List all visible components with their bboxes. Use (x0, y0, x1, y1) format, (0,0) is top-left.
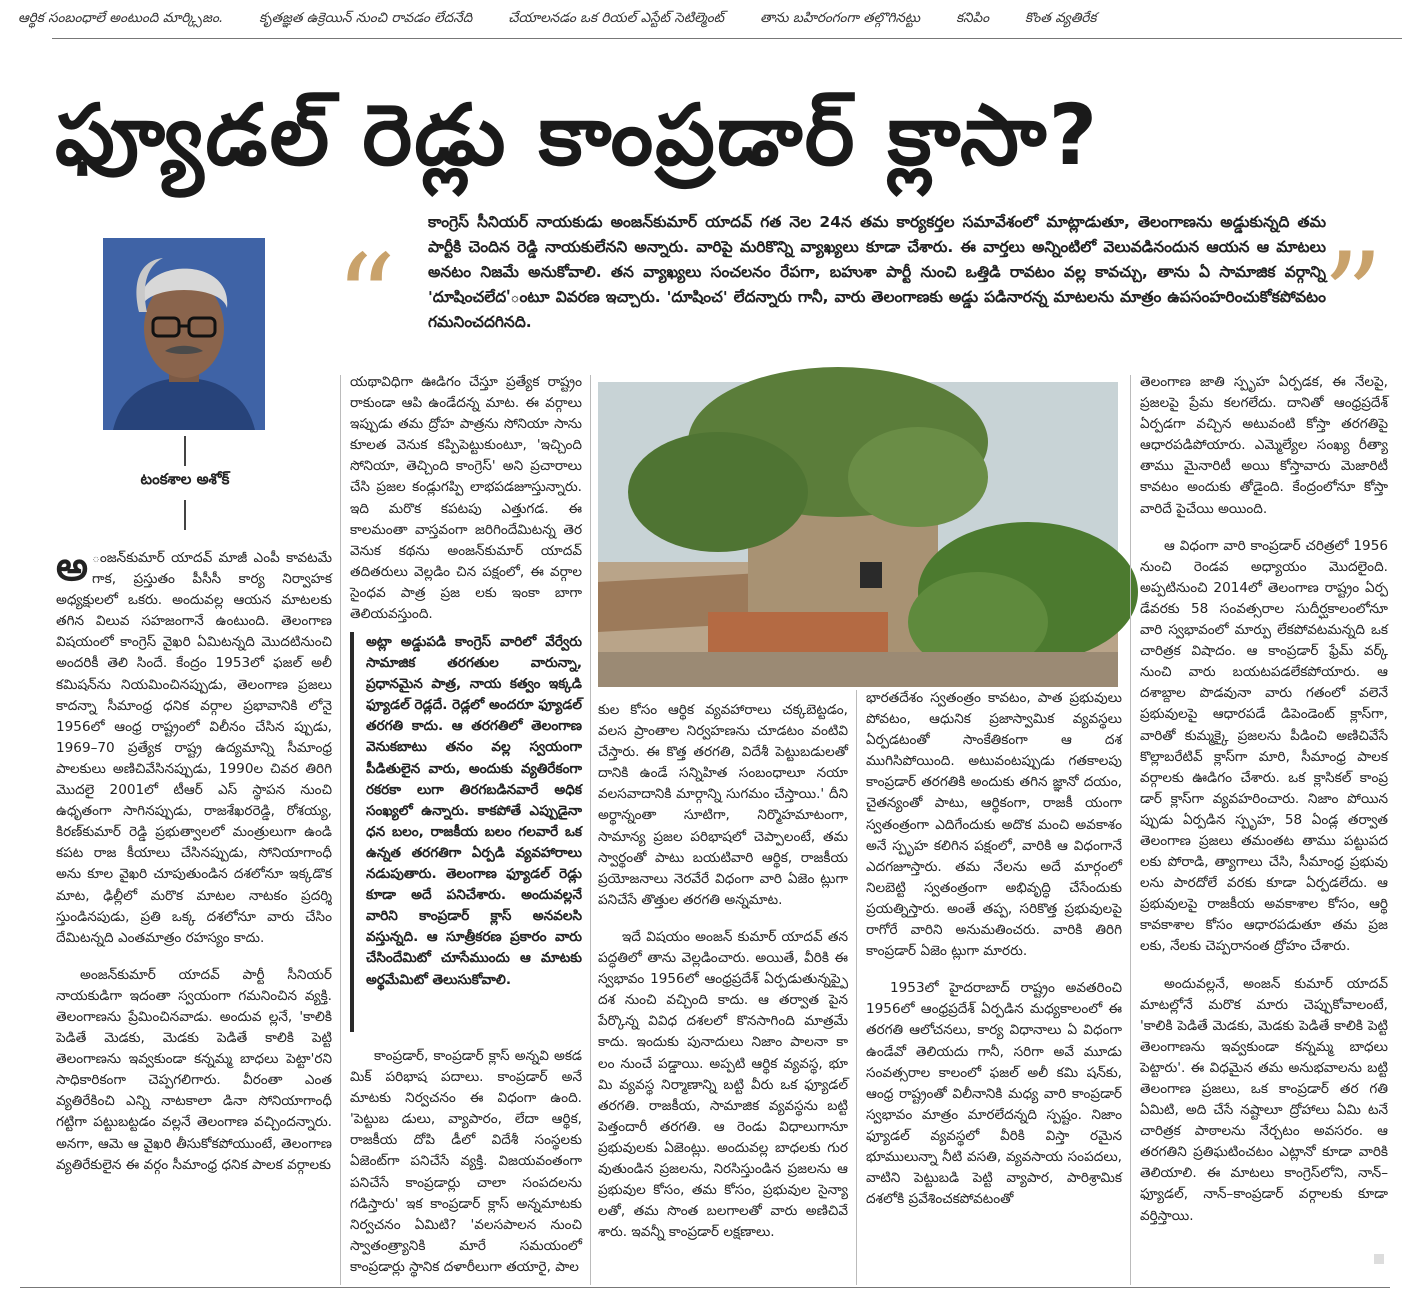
article-column-2-top (350, 372, 582, 623)
intro-paragraph: కాంగ్రెస్ సీనియర్ నాయకుడు అంజన్‌కుమార్ యాదవ్ గత నెల 24న తమ కార్యకర్తల సమావేశంలో మాట్లాడుతూ, తెలంగాణను అడ్డుకున్నది తమ పార్టీకి చెందిన రెడ్డి నాయకులేనని అన్నారు. వారిపై మరికొన్ని వ్యాఖ్యలు కూడా చేశారు. ఈ వార్తలు అన్నింటిలో వెలువడినందున ఆయన ఆ మాటలు అనటం నిజమే అనుకోవాలి. తన వ్యాఖ్యలు సంచలనం రేపగా, బహుశా పార్టీ నుంచి ఒత్తిడి రావటం వల్ల కావచ్చు, తాను ఏ సామాజిక వర్గాన్ని 'దూషించలేద'ంటూ వివరణ ఇచ్చారు. 'దూషించ' లేదన్నారు గానీ, వారు తెలంగాణకు అడ్డు పడినారన్న మాటలను మాత్రం ఉపసంహరించుకోకపోవటం గమనించదగినది. (428, 213, 1326, 331)
column-divider (590, 375, 591, 1285)
drop-cap: అ (56, 544, 88, 590)
strip-item: కనిపిం (956, 9, 990, 26)
article-column-3 (598, 700, 848, 1284)
paragraph: అందువల్లనే, అంజన్ కుమార్ యాదవ్ మాటల్లోనే మరొక మారు చెప్పుకోవాలంటే, 'కాలికి పెడితే మెడకు, మెడకు పెడితే కాలికి పెట్టి తెలంగాణను ఇవ్వకుండా కన్నమ్మ బాధలు పెట్టారు'. ఈ విధమైన తమ అనుభవాలను బట్టి తెలంగాణ ప్రజలు, ఒక కాంప్రడార్ తర గతి ఏమిటి, అది చేసే నష్టాలూ ద్రోహాలు ఏమి టనే చారిత్రక పాఠాలను నేర్చటం అవసరం. ఆ తరగతిని ప్రతిఘటించటం ఎట్లానో కూడా వారికి తెలియాలి. ఈ మాటలు కాంగ్రెస్‌లోని, నాన్–ఫ్యూడల్, నాన్–కాంప్రడార్ వర్గాలకు కూడా వర్తిస్తాయి. (1140, 975, 1388, 1224)
strip-item: ఆర్థిక సంబంధాలే అంటుంది మార్క్సిజం. (18, 9, 224, 26)
byline-rule (184, 500, 186, 530)
article-column-4 (866, 688, 1122, 1284)
paragraph: ఇదే విషయం అంజన్ కుమార్ యాదవ్ తన పద్ధతిలో తాను వెల్లడించారు. అయితే, వీరికి ఈ స్వభావం 1956లో ఆంధ్రప్రదేశ్ ఏర్పడుతున్నప్పై దశ నుంచి వచ్చింది కాదు. ఆ తర్వాత పైన పేర్కొన్న వివిధ దశలలో కొనసాగింది మాత్రమే కాదు. ఇందుకు పునాదులు నిజాం పాలనా కా లం నుంచే పడ్డాయి. అప్పటి ఆర్థిక వ్యవస్థ, భూ మి వ్యవస్థ నిర్మాణాన్ని బట్టి వీరు ఒక ఫ్యూడల్ తరగతి. రాజకీయ, సామాజిక వ్యవస్థను బట్టి పెత్తందారీ తరగతి. ఆ రెండు విధాలుగానూ ప్రభువులకు ఏజెంట్లు. అందువల్ల బాధలకు గుర వుతుండిన ప్రజలను, నిరసిస్తుండిన ప్రజలను ఆ ప్రభువుల కోసం, తమ కోసం, ప్రభువుల సైన్యా లతో, తమ సొంత బలగాలతో వారు అణిచివే శారు. ఇవన్నీ కాంప్రడార్ లక్షణాలు. (598, 928, 848, 1241)
paragraph: యథావిధిగా ఊడిగం చేస్తూ ప్రత్యేక రాష్ట్రం రాకుండా ఆపి ఉండేదన్న మాట. ఈ వర్గాలు ఇప్పుడు తమ ద్రోహ పాత్రను సోనియా సాను కూలత వెనుక కప్పిపెట్టుకుంటూ, 'ఇచ్చింది సోనియా, తెచ్చింది కాంగ్రెస్' అని ప్రచారాలు చేసి ప్రజల కండ్లుగప్పి లాభపడజూస్తున్నారు. ఇది మరొక కపటపు ఎత్తుగడ. ఈ కాలమంతా వాస్తవంగా జరిగిందేమిటన్న తెర వెనుక కథను అంజన్‌కుమార్ యాదవ్ తదితరులు వెల్లడిం చిన పక్షంలో, ఈ వర్గాల సైంధవ పాత్ర ప్రజ లకు ఇంకా బాగా తెలియవస్తుంది. (350, 374, 582, 623)
author-name: టంకశాల అశోక్ (140, 470, 230, 488)
byline-rule (184, 436, 186, 466)
column-divider (340, 375, 341, 1285)
paragraph: ఆ విధంగా వారి కాంప్రడార్ చరిత్రలో 1956 నుంచి రెండవ అధ్యాయం మొదలైంది. అప్పటినుంచి 2014లో తెలంగాణ రాష్ట్రం ఏర్ప డేవరకు 58 సంవత్సరాల సుదీర్ఘకాలంలోనూ వారి స్వభావంలో మార్పు లేకపోవటమన్నది ఒక చారిత్రక విషాదం. ఆ కాంప్రడార్ ఫ్రేమ్ వర్క్ నుంచి వారు బయటపడలేకపోయారు. ఆ దశాబ్దాల పొడవునా వారు గతంలో వలెనే ప్రభువులపై ఆధారపడే డిపెండెంట్ క్లాస్‌గా, వారితో కుమ్మక్కై ప్రజలను పీడించి అణిచివేసే కొల్లాబరేటివ్ క్లాస్‌గా మారి, సీమాంధ్ర పాలక వర్గాలకు ఊడిగం చేశారు. ఒక క్లాసికల్ కాంప్ర డార్ క్లాస్‌గా వ్యవహరించారు. నిజాం పోయిన ప్పుడు ఏర్పడిన స్పృహ, 58 ఏండ్ల తర్వాత తెలంగాణ ప్రజలు తమంతట తాము పట్టుపద లకు పోరాడి, త్యాగాలు చేసి, సీమాంధ్ర ప్రభువు లను పారదోలే వరకు కూడా ఏర్పడలేదు. ఆ ప్రభువులపై రాజకీయ అవకాశాల కోసం, ఆర్థి కావకాశాల కోసం ఆధారపడుతూ తమ ప్రజ లకు, నేలకు చెప్పరానంత ద్రోహం చేశారు. (1140, 537, 1388, 955)
fort-tower-photo (598, 382, 1118, 687)
paragraph-text: ంజన్‌కుమార్ యాదవ్ మాజీ ఎంపీ కావటమే గాక, ప్రస్తుతం పీసీసీ కార్య నిర్వాహక అధ్యక్షులలో ఒకరు. అందువల్ల ఆయన మాటలకు తగిన విలువ సహజంగానే ఉంటుంది. తెలంగాణ విషయంలో కాంగ్రెస్ వైఖరి ఏమిటన్నది మొదటినుంచి అందరికీ తెలి సిందే. కేంద్రం 1953లో ఫజల్ అలీ కమిషన్‌ను నియమించినప్పుడు, తెలంగాణ ప్రజలు కాదన్నా సీమాంధ్ర ధనిక వర్గాల ప్రభావానికి లోనై 1956లో ఆంధ్ర రాష్ట్రంలో విలీనం చేసిన ప్పుడు, 1969–70 ప్రత్యేక రాష్ట్ర ఉద్యమాన్ని సీమాంధ్ర పాలకులు అణిచివేసినప్పుడు, 1990ల చివర తిరిగి మొదలై 2001లో టీఆర్ ఎస్ స్థాపన నుంచి ఉధృతంగా సాగినప్పుడు, రాజశేఖరరెడ్డి, రోశయ్య, కిరణ్‌కుమార్ రెడ్డి ప్రభుత్వాలలో మంత్రులుగా ఉండి కపట రాజ కీయాలు చేసినప్పుడు, సోనియాగాంధీ అను కూల వైఖరి చూపుతుండిన దశలోనూ ఇక్కడొక మాట, ఢిల్లీలో మరొక మాటల నాటకం ప్రదర్శి స్తుండినపుడు, ప్రతి ఒక్క దశలోనూ వారు చేసిం దేమిటన్నది ఎంతమాత్రం రహస్యం కాదు. (56, 550, 332, 946)
strip-item: చేయాలనడం ఒక రియల్ ఎస్టేట్ సెటిల్మెంట్ (508, 9, 725, 26)
paragraph: 1953లో హైదరాబాద్ రాష్ట్రం అవతరించి 1956లో ఆంధ్రప్రదేశ్ ఏర్పడిన మధ్యకాలంలో ఈ తరగతి ఆలోచనలు, కార్య విధానాలు ఏ విధంగా ఉండేవో తెలియదు గానీ, సరిగా అవే మూడు సంవత్సరాల కాలంలో ఫజల్ అలీ కమి షన్‌కు, ఆంధ్ర రాష్ట్రంతో విలీనానికి మధ్య వారి కాంప్రడార్ స్వభావం మాత్రం మారలేదన్నది స్పష్టం. నిజాం ఫ్యూడల్ వ్యవస్థలో వీరికి విస్తా రమైన భూములున్నా నీటి వసతి, వ్యవసాయ సంపదలు, వాటిని పెట్టుబడి పెట్టి వ్యాపార, పారిశ్రామిక దశలోకి ప్రవేశించకపోవటంతో (866, 980, 1122, 1208)
paragraph: కాంప్రడార్, కాంప్రడార్ క్లాస్ అన్నవి అకడ మిక్ పరిభాష పదాలు. కాంప్రడార్ అనే మాటకు నిర్వచనం ఈ విధంగా ఉంది. 'పెట్టుబ డులు, వ్యాపారం, లేదా ఆర్థిక, రాజకీయ దోపి డీలో విదేశీ సంస్థలకు ఏజెంట్‌గా పనిచేసే వ్యక్తి. విజయవంతంగా పనిచేసే కాంప్రడార్లు చాలా సంపదలను గడిస్తారు' ఇక కాంప్రడార్ క్లాస్ అన్నమాటకు నిర్వచనం ఏమిటి? 'వలసపాలన నుంచి స్వాతంత్ర్యానికి మారే సమయంలో కాంప్రడార్లు స్థానిక దళారీలుగా తయారై, పాల (350, 1048, 582, 1275)
paragraph: తెలంగాణ జాతి స్పృహ ఏర్పడక, ఈ నేలపై, ప్రజలపై ప్రేమ కలగలేదు. దానితో ఆంధ్రప్రదేశ్ ఏర్పడగా వచ్చిన అటువంటి కోస్తా తరగతిపై ఆధారపడిపోయారు. ఎమ్మెల్యేల సంఖ్య రీత్యా తాము మైనారిటీ అయి కోస్తావారు మెజారిటీ కావటం అందుకు తోడైంది. కేంద్రంలోనూ కోస్తా వారిదే పైచేయి అయింది. (1140, 374, 1388, 517)
author-photo (103, 238, 265, 430)
open-quote-icon: “ (335, 230, 397, 369)
strip-item: తాను బహిరంగంగా తల్గొగినట్టు (760, 9, 921, 26)
strip-item: కృతజ్ఞత ఉక్రెయిన్ నుంచి రావడం లేదనేది (259, 9, 473, 26)
headline: ఫ్యూడల్ రెడ్లు కాంప్రడార్ క్లాసా? (55, 86, 1100, 184)
end-mark (1374, 1254, 1384, 1264)
article-column-5 (1140, 372, 1388, 1284)
pull-quote-box: అట్లా అడ్డుపడి కాంగ్రెస్ వారిలో వేర్వేరు సామాజిక తరగతుల వారున్నా, ప్రధానమైన పాత్ర, నాయ కత్వం ఇక్కడి ఫ్యూడల్ రెడ్లదే. రెడ్లలో అందరూ ఫ్యూడల్ తరగతి కాదు. ఆ తరగతిలో తెలంగాణ వెనుకబాటు తనం వల్ల స్వయంగా పీడితులైన వారు, అందుకు వ్యతిరేకంగా రకరకా లుగా తిరగబడినవారే అధిక సంఖ్యలో ఉన్నారు. కాకపోతే ఎప్పుడైనా ధన బలం, రాజకీయ బలం గలవారే ఒక ఉన్నత తరగతిగా ఏర్పడి వ్యవహారాలు నడుపుతారు. తెలంగాణ ఫ్యూడల్ రెడ్లు కూడా అదే పనిచేశారు. అందువల్లనే వారిని కాంప్రడార్ క్లాస్ అనవలసి వస్తున్నది. ఆ సూత్రీకరణ ప్రకారం వారు చేసిందేమిటో చూసేముందు ఆ మాటకు అర్థమేమిటో తెలుసుకోవాలి. (350, 632, 582, 1032)
article-column-2-bottom (350, 1046, 582, 1282)
column-divider (856, 690, 857, 1285)
column-divider (1130, 375, 1131, 1285)
strip-item: కొంత వ్యతిరేక (1025, 9, 1097, 26)
paragraph (56, 544, 332, 949)
divider-line (20, 1287, 1390, 1288)
paragraph: అంజన్‌కుమార్ యాదవ్ పార్టీ సీనియర్ నాయకుడిగా ఇదంతా స్వయంగా గమనించిన వ్యక్తి. తెలంగాణను ప్రేమించినవాడు. అందువ ల్లనే, 'కాలికి పెడితే మెడకు, మెడకు పెడితే కాలికి పెట్టి తెలంగాణను ఇవ్వకుండా కన్నమ్మ బాధలు పెట్టా'రని సాధికారికంగా చెప్పగలిగారు. వీరంతా ఎంత వ్యతిరేకించి ఎన్ని నాటకాలా డినా సోనియాగాంధీ గట్టిగా పట్టుబట్టడం వల్లనే తెలంగాణ వచ్చిందన్నారు. అనగా, ఆమె ఆ వైఖరి తీసుకోకపోయుంటే, తెలంగాణ వ్యతిరేకులైన ఈ వర్గం సీమాంధ్ర ధనిక పాలక వర్గాలకు (56, 966, 332, 1173)
top-strip (0, 0, 1402, 38)
close-quote-icon: ” (1322, 228, 1384, 367)
divider-line (52, 38, 1402, 39)
article-column-1 (56, 544, 332, 1284)
paragraph: కుల కోసం ఆర్థిక వ్యవహారాలు చక్కబెట్టడం, వలస ప్రాంతాల నిర్వహణను చూడటం వంటివి చేస్తారు. ఈ కొత్త తరగతి, విదేశీ పెట్టుబడులతో దానికి ఉండే సన్నిహిత సంబంధాలూ నయా వలసవాదానికి మార్గాన్ని సుగమం చేస్తాయి.' దీని అర్థాన్నంతా సూటిగా, నిర్మొహమాటంగా, సామాన్య ప్రజల పరిభాషలో చెప్పాలంటే, తమ స్వార్థంతో పాటు బయటివారి ఆర్థిక, రాజకీయ ప్రయోజనాలు నెరవేరే విధంగా వారి ఏజెం ట్లుగా పనిచేసే తొత్తుల తరగతి అన్నమాట. (598, 702, 848, 908)
paragraph: భారతదేశం స్వతంత్రం కావటం, పాత ప్రభువులు పోవటం, ఆధునిక ప్రజాస్వామిక వ్యవస్థలు ఏర్పడటంతో సాంకేతికంగా ఆ దశ ముగిసిపోయింది. అటువంటప్పుడు గతకాలపు కాంప్రడార్ తరగతికి అందుకు తగిన జ్ఞానో దయం, చైతన్యంతో పాటు, ఆర్థికంగా, రాజకీ యంగా స్వతంత్రంగా ఎదిగేందుకు అదొక మంచి అవకాశం అనే స్పృహ కలిగిన పక్షంలో, వారికి ఆ విధంగానే ఎదగజూస్తారు. తమ నేలను అదే మార్గంలో నిలబెట్టి స్వతంత్రంగా అభివృద్ధి చేసేందుకు ప్రయత్నిస్తారు. అంతే తప్ప, సరికొత్త ప్రభువులపై రాగోరే వారిని అనుమతించరు. వారికి తిరిగి కాంప్రడార్ ఏజెం ట్లుగా మారరు. (866, 690, 1122, 960)
